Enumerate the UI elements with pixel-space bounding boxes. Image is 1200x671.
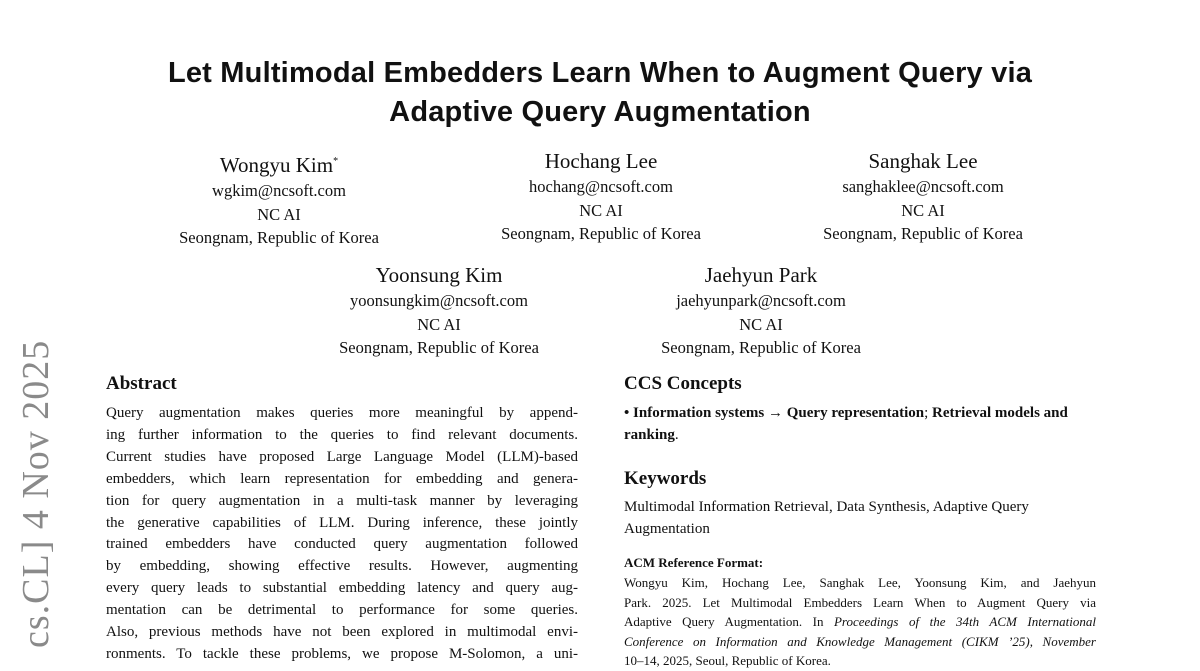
author-name: Hochang Lee bbox=[544, 149, 658, 173]
ccs-term: Query representation bbox=[786, 405, 925, 421]
acm-reference-body bbox=[624, 573, 1096, 671]
author-block bbox=[773, 148, 1073, 246]
ccs-term: Retrieval models and ranking bbox=[624, 405, 1068, 443]
abstract-line: ronments. To tackle these problems, we propose M-Solomon, a uni- bbox=[106, 645, 578, 662]
abstract-line: Also, previous methods have not been explored in multimodal envi- bbox=[106, 624, 578, 641]
ccs-term: Information systems bbox=[633, 405, 765, 421]
acm-reference-heading: ACM Reference Format: bbox=[624, 555, 764, 570]
author-email[interactable]: wgkim@ncsoft.com bbox=[212, 181, 346, 200]
title-line-2: Adaptive Query Augmentation bbox=[389, 96, 811, 128]
author-location: Seongnam, Republic of Korea bbox=[501, 224, 701, 243]
author-block bbox=[611, 262, 911, 360]
author-email[interactable]: yoonsungkim@ncsoft.com bbox=[350, 291, 528, 310]
ccs-concepts: • Information systems → Query representation; Retrieval models and ranking. bbox=[624, 405, 1068, 443]
abstract-heading: Abstract bbox=[106, 373, 177, 394]
author-block bbox=[451, 148, 751, 246]
abstract-line: ing further information to the queries to find relevant documents. bbox=[106, 426, 578, 443]
abstract-line: every query leads to substantial embedding latency and query aug- bbox=[106, 580, 578, 597]
acm-line: Conference on Information and Knowledge Management (CIKM ’25), November bbox=[624, 633, 1096, 649]
arrow-icon: → bbox=[768, 405, 784, 421]
author-email[interactable]: sanghaklee@ncsoft.com bbox=[842, 177, 1004, 196]
abstract-line: tion for query augmentation in a multi-task manner by leveraging bbox=[106, 492, 578, 509]
abstract-line: Current studies have proposed Large Language Model (LLM)-based bbox=[106, 448, 578, 465]
ccs-bullet: • bbox=[624, 405, 630, 421]
acm-line: Park. 2025. Let Multimodal Embedders Learn When to Augment Query via bbox=[624, 594, 1096, 610]
abstract-body bbox=[106, 403, 578, 666]
author-location: Seongnam, Republic of Korea bbox=[661, 338, 861, 357]
arxiv-identifier: cs.CL] 4 Nov 2025 bbox=[15, 339, 57, 648]
corresponding-mark: * bbox=[333, 156, 339, 167]
author-email[interactable]: jaehyunpark@ncsoft.com bbox=[676, 291, 846, 310]
author-name: Yoonsung Kim bbox=[375, 263, 503, 287]
paper-title bbox=[0, 54, 1200, 132]
author-org: NC AI bbox=[739, 314, 783, 334]
abstract-line: the generative capabilities of LLM. During inference, these jointly bbox=[106, 514, 578, 531]
abstract-line: mentation can be detrimental to performance for some queries. bbox=[106, 602, 578, 619]
acm-line: Adaptive Query Augmentation. In Proceedings of the 34th ACM International bbox=[624, 614, 1096, 629]
abstract-line: embedders, which learn representation for embedding and genera- bbox=[106, 470, 578, 487]
abstract-line: trained embedders have conducted query augmentation followed bbox=[106, 536, 578, 553]
keywords-text: Multimodal Information Retrieval, Data Synthesis, Adaptive Query Augmentation bbox=[624, 499, 1029, 537]
title-line-1: Let Multimodal Embedders Learn When to Augment Query via bbox=[167, 57, 1033, 89]
author-location: Seongnam, Republic of Korea bbox=[823, 224, 1023, 243]
author-name: Jaehyun Park bbox=[704, 263, 818, 287]
author-org: NC AI bbox=[901, 200, 945, 220]
author-email[interactable]: hochang@ncsoft.com bbox=[529, 177, 673, 196]
acm-line: 10–14, 2025, Seoul, Republic of Korea. bbox=[624, 653, 831, 668]
author-location: Seongnam, Republic of Korea bbox=[339, 338, 539, 357]
abstract-line: Query augmentation makes queries more meaningful by append- bbox=[106, 405, 578, 421]
author-block bbox=[129, 148, 429, 250]
ccs-heading: CCS Concepts bbox=[624, 373, 742, 394]
keywords-heading: Keywords bbox=[624, 468, 707, 489]
acm-line: Wongyu Kim, Hochang Lee, Sanghak Lee, Yoonsung Kim, and Jaehyun bbox=[624, 575, 1096, 590]
author-location: Seongnam, Republic of Korea bbox=[179, 228, 379, 247]
abstract-line: by embedding, showing effective results. However, augmenting bbox=[106, 558, 578, 575]
author-org: NC AI bbox=[417, 314, 461, 334]
author-name: Wongyu Kim* bbox=[219, 153, 339, 177]
author-block bbox=[289, 262, 589, 360]
author-org: NC AI bbox=[579, 200, 623, 220]
author-org: NC AI bbox=[257, 204, 301, 224]
author-name: Sanghak Lee bbox=[868, 149, 978, 173]
